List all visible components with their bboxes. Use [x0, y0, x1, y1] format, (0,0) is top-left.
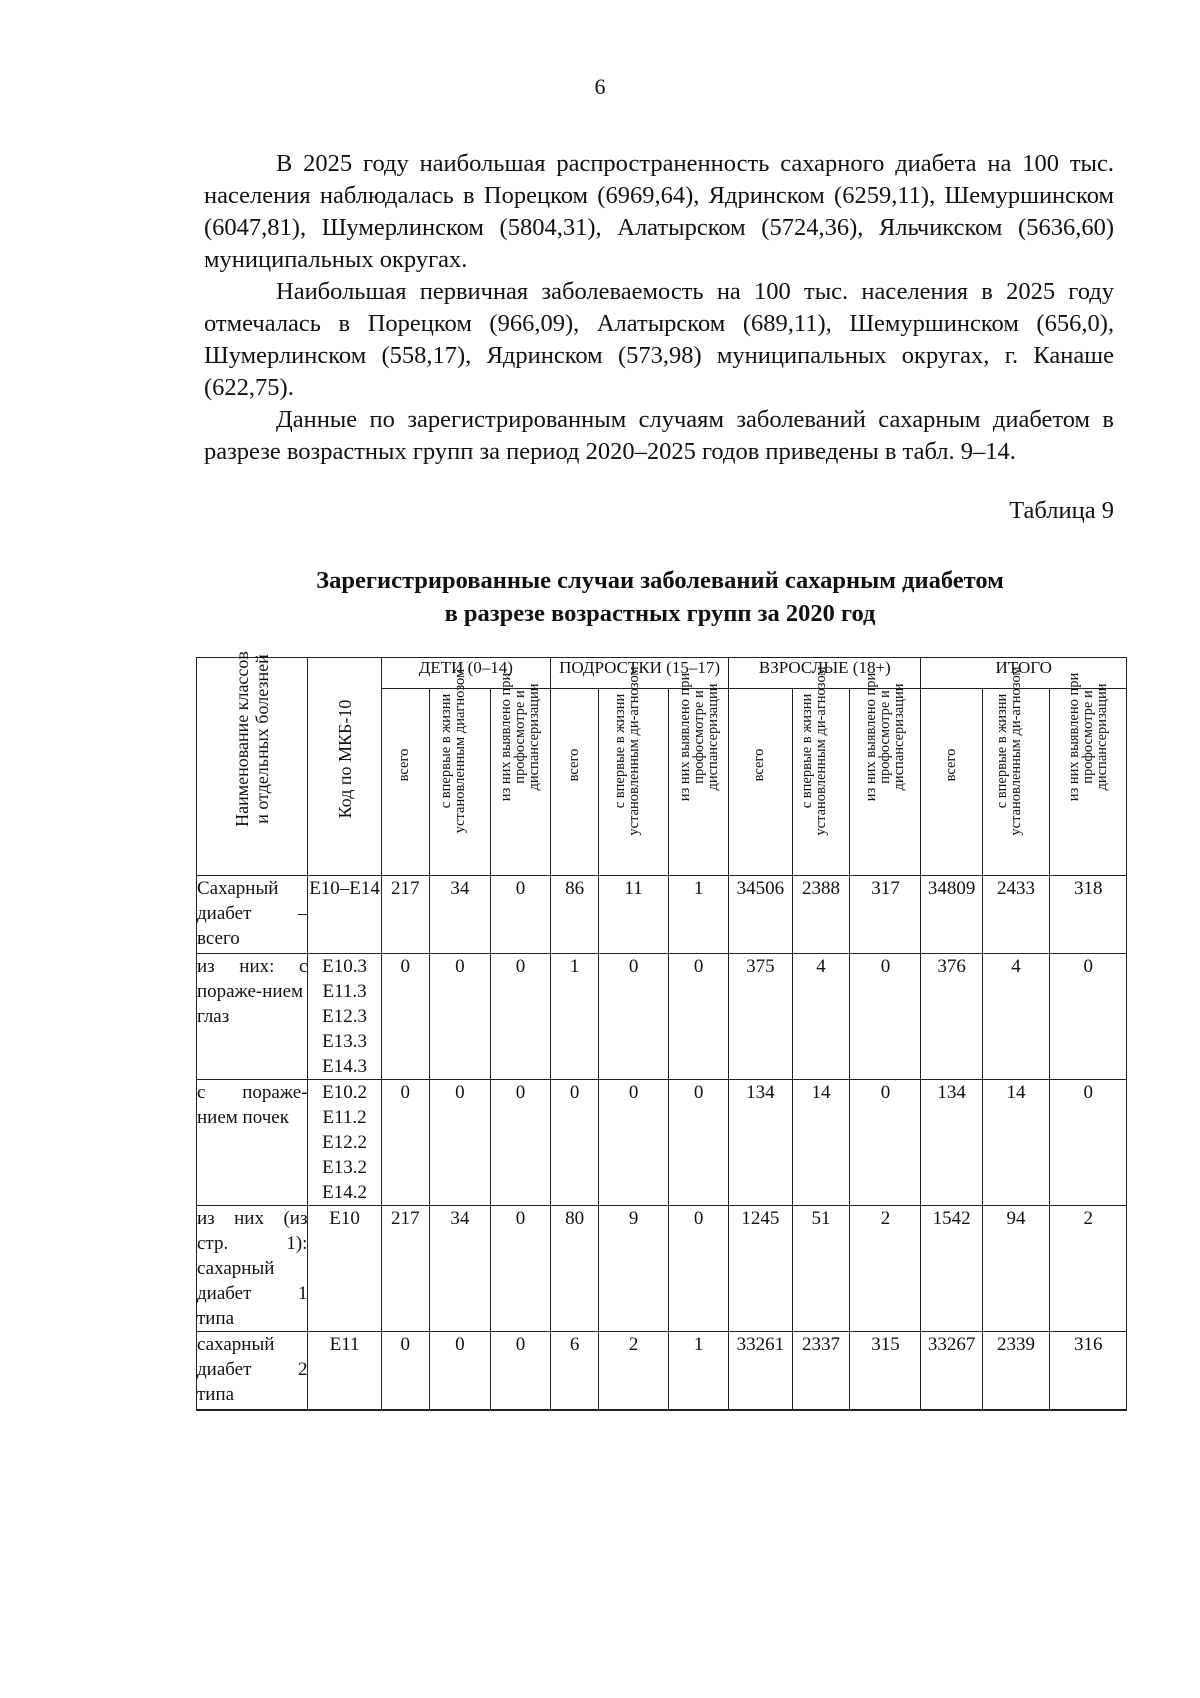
table-title-line-2: в разрезе возрастных групп за 2020 год — [444, 600, 876, 627]
subheader-total-screening: из них выявлено при профосмотре и диспансеризации — [1050, 689, 1127, 876]
paragraph-incidence: Наибольшая первичная заболеваемость на 100 тыс. населения в 2025 году отмечалась в Порецком (966,09), Алатырском (689,11), Шемуршинском (656,0), Шумерлинском (558,17), Ядринском (573,98) муниципальных округах, г. Канаше (622,75). — [204, 278, 1114, 401]
cell-value: 1 — [669, 876, 729, 954]
table-row — [197, 954, 1127, 1080]
subheader-children-first-diagnosed: с впервые в жизни установленным диагнозом — [429, 689, 490, 876]
cell-value: 0 — [850, 954, 921, 1080]
cell-value: 2337 — [792, 1332, 850, 1410]
header-icd10-code: Код по МКБ-10 — [308, 658, 381, 876]
table-row — [197, 1206, 1127, 1332]
cell-value: 14 — [792, 1080, 850, 1206]
cell-value: 34809 — [921, 876, 982, 954]
cell-value: 0 — [669, 954, 729, 1080]
cell-value: 80 — [551, 1206, 599, 1332]
table-label: Таблица 9 — [1009, 497, 1114, 524]
body-text — [204, 148, 1114, 468]
header-disease-name: Наименование классов и отдельных болезней — [197, 658, 308, 876]
table-row — [197, 876, 1127, 954]
header-group-adults: ВЗРОСЛЫЕ (18+) — [729, 658, 921, 689]
cell-value: 33267 — [921, 1332, 982, 1410]
subheader-adults-screening: из них выявлено при профосмотре и диспансеризации — [850, 689, 921, 876]
row-name: сахарный диабет 2 типа — [197, 1332, 308, 1410]
row-name: из них (из стр. 1): сахарный диабет 1 типа — [197, 1206, 308, 1332]
table-row — [197, 1080, 1127, 1206]
cell-value: 1 — [669, 1332, 729, 1410]
subheader-teens-screening: из них выявлено при профосмотре и диспансеризации — [669, 689, 729, 876]
cell-value: 2339 — [982, 1332, 1050, 1410]
cell-value: 0 — [850, 1080, 921, 1206]
cell-value: 2 — [1050, 1206, 1127, 1332]
cell-value: 316 — [1050, 1332, 1127, 1410]
subheader-children-total: всего — [381, 689, 429, 876]
row-name: из них: с пораже-нием глаз — [197, 954, 308, 1080]
cell-value: 134 — [729, 1080, 792, 1206]
cell-value: 34506 — [729, 876, 792, 954]
table-title — [0, 564, 1200, 630]
subheader-adults-first-diagnosed: с впервые в жизни установленным ди-агнозом — [792, 689, 850, 876]
cell-value: 0 — [551, 1080, 599, 1206]
cell-value: 315 — [850, 1332, 921, 1410]
cell-value: 0 — [429, 954, 490, 1080]
row-code: Е10.2 Е11.2 Е12.2 Е13.2 Е14.2 — [308, 1080, 381, 1206]
cell-value: 14 — [982, 1080, 1050, 1206]
cell-value: 0 — [429, 1080, 490, 1206]
paragraph-prevalence: В 2025 году наибольшая распространенность сахарного диабета на 100 тыс. населения наблюдалась в Порецком (6969,64), Ядринском (6259,11), Шемуршинском (6047,81), Шумерлинском (5804,31), Алатырском (5724,36), Яльчикском (5636,60) муниципальных округах. — [204, 150, 1114, 273]
cell-value: 51 — [792, 1206, 850, 1332]
diabetes-cases-table — [196, 651, 1127, 1411]
cell-value: 2 — [850, 1206, 921, 1332]
row-code: Е10.3 Е11.3 Е12.3 Е13.3 Е14.3 — [308, 954, 381, 1080]
row-name: с пораже-нием почек — [197, 1080, 308, 1206]
subheader-total-first-diagnosed: с впервые в жизни установленным ди-агнозом — [982, 689, 1050, 876]
cell-value: 0 — [1050, 1080, 1127, 1206]
cell-value: 0 — [381, 954, 429, 1080]
table-row — [197, 1332, 1127, 1410]
cell-value: 0 — [381, 1332, 429, 1410]
cell-value: 375 — [729, 954, 792, 1080]
header-group-children: ДЕТИ (0–14) — [381, 658, 550, 689]
row-code: Е10–Е14 — [308, 876, 381, 954]
cell-value: 0 — [381, 1080, 429, 1206]
cell-value: 0 — [490, 1332, 550, 1410]
cell-value: 376 — [921, 954, 982, 1080]
subheader-teens-total: всего — [551, 689, 599, 876]
cell-value: 0 — [429, 1332, 490, 1410]
subheader-teens-first-diagnosed: с впервые в жизни установленным ди-агнозом — [599, 689, 669, 876]
paragraph-tables-reference: Данные по зарегистрированным случаям заболеваний сахарным диабетом в разрезе возрастных групп за период 2020–2025 годов приведены в табл. 9–14. — [204, 406, 1114, 465]
row-code: Е10 — [308, 1206, 381, 1332]
cell-value: 11 — [599, 876, 669, 954]
cell-value: 0 — [669, 1080, 729, 1206]
cell-value: 34 — [429, 1206, 490, 1332]
cell-value: 0 — [599, 954, 669, 1080]
cell-value: 33261 — [729, 1332, 792, 1410]
cell-value: 217 — [381, 1206, 429, 1332]
cell-value: 86 — [551, 876, 599, 954]
cell-value: 2388 — [792, 876, 850, 954]
cell-value: 0 — [490, 1080, 550, 1206]
cell-value: 0 — [599, 1080, 669, 1206]
subheader-children-screening: из них выявлено при профосмотре и диспансеризации — [490, 689, 550, 876]
row-name: Сахарный диабет – всего — [197, 876, 308, 954]
cell-value: 6 — [551, 1332, 599, 1410]
cell-value: 134 — [921, 1080, 982, 1206]
cell-value: 317 — [850, 876, 921, 954]
page-number: 6 — [594, 74, 606, 99]
cell-value: 0 — [669, 1206, 729, 1332]
subheader-total-total: всего — [921, 689, 982, 876]
cell-value: 9 — [599, 1206, 669, 1332]
cell-value: 0 — [490, 954, 550, 1080]
cell-value: 2 — [599, 1332, 669, 1410]
cell-value: 217 — [381, 876, 429, 954]
cell-value: 1 — [551, 954, 599, 1080]
cell-value: 94 — [982, 1206, 1050, 1332]
cell-value: 4 — [982, 954, 1050, 1080]
cell-value: 1542 — [921, 1206, 982, 1332]
cell-value: 4 — [792, 954, 850, 1080]
cell-value: 2433 — [982, 876, 1050, 954]
row-code: Е11 — [308, 1332, 381, 1410]
header-group-total: ИТОГО — [921, 658, 1127, 689]
cell-value: 318 — [1050, 876, 1127, 954]
cell-value: 1245 — [729, 1206, 792, 1332]
cell-value: 0 — [490, 876, 550, 954]
cell-value: 0 — [1050, 954, 1127, 1080]
cell-value: 0 — [490, 1206, 550, 1332]
header-group-teens: ПОДРОСТКИ (15–17) — [551, 658, 729, 689]
group-header-row — [197, 658, 1127, 689]
table-title-line-1: Зарегистрированные случаи заболеваний сахарным диабетом — [316, 567, 1004, 594]
subheader-adults-total: всего — [729, 689, 792, 876]
cell-value: 34 — [429, 876, 490, 954]
